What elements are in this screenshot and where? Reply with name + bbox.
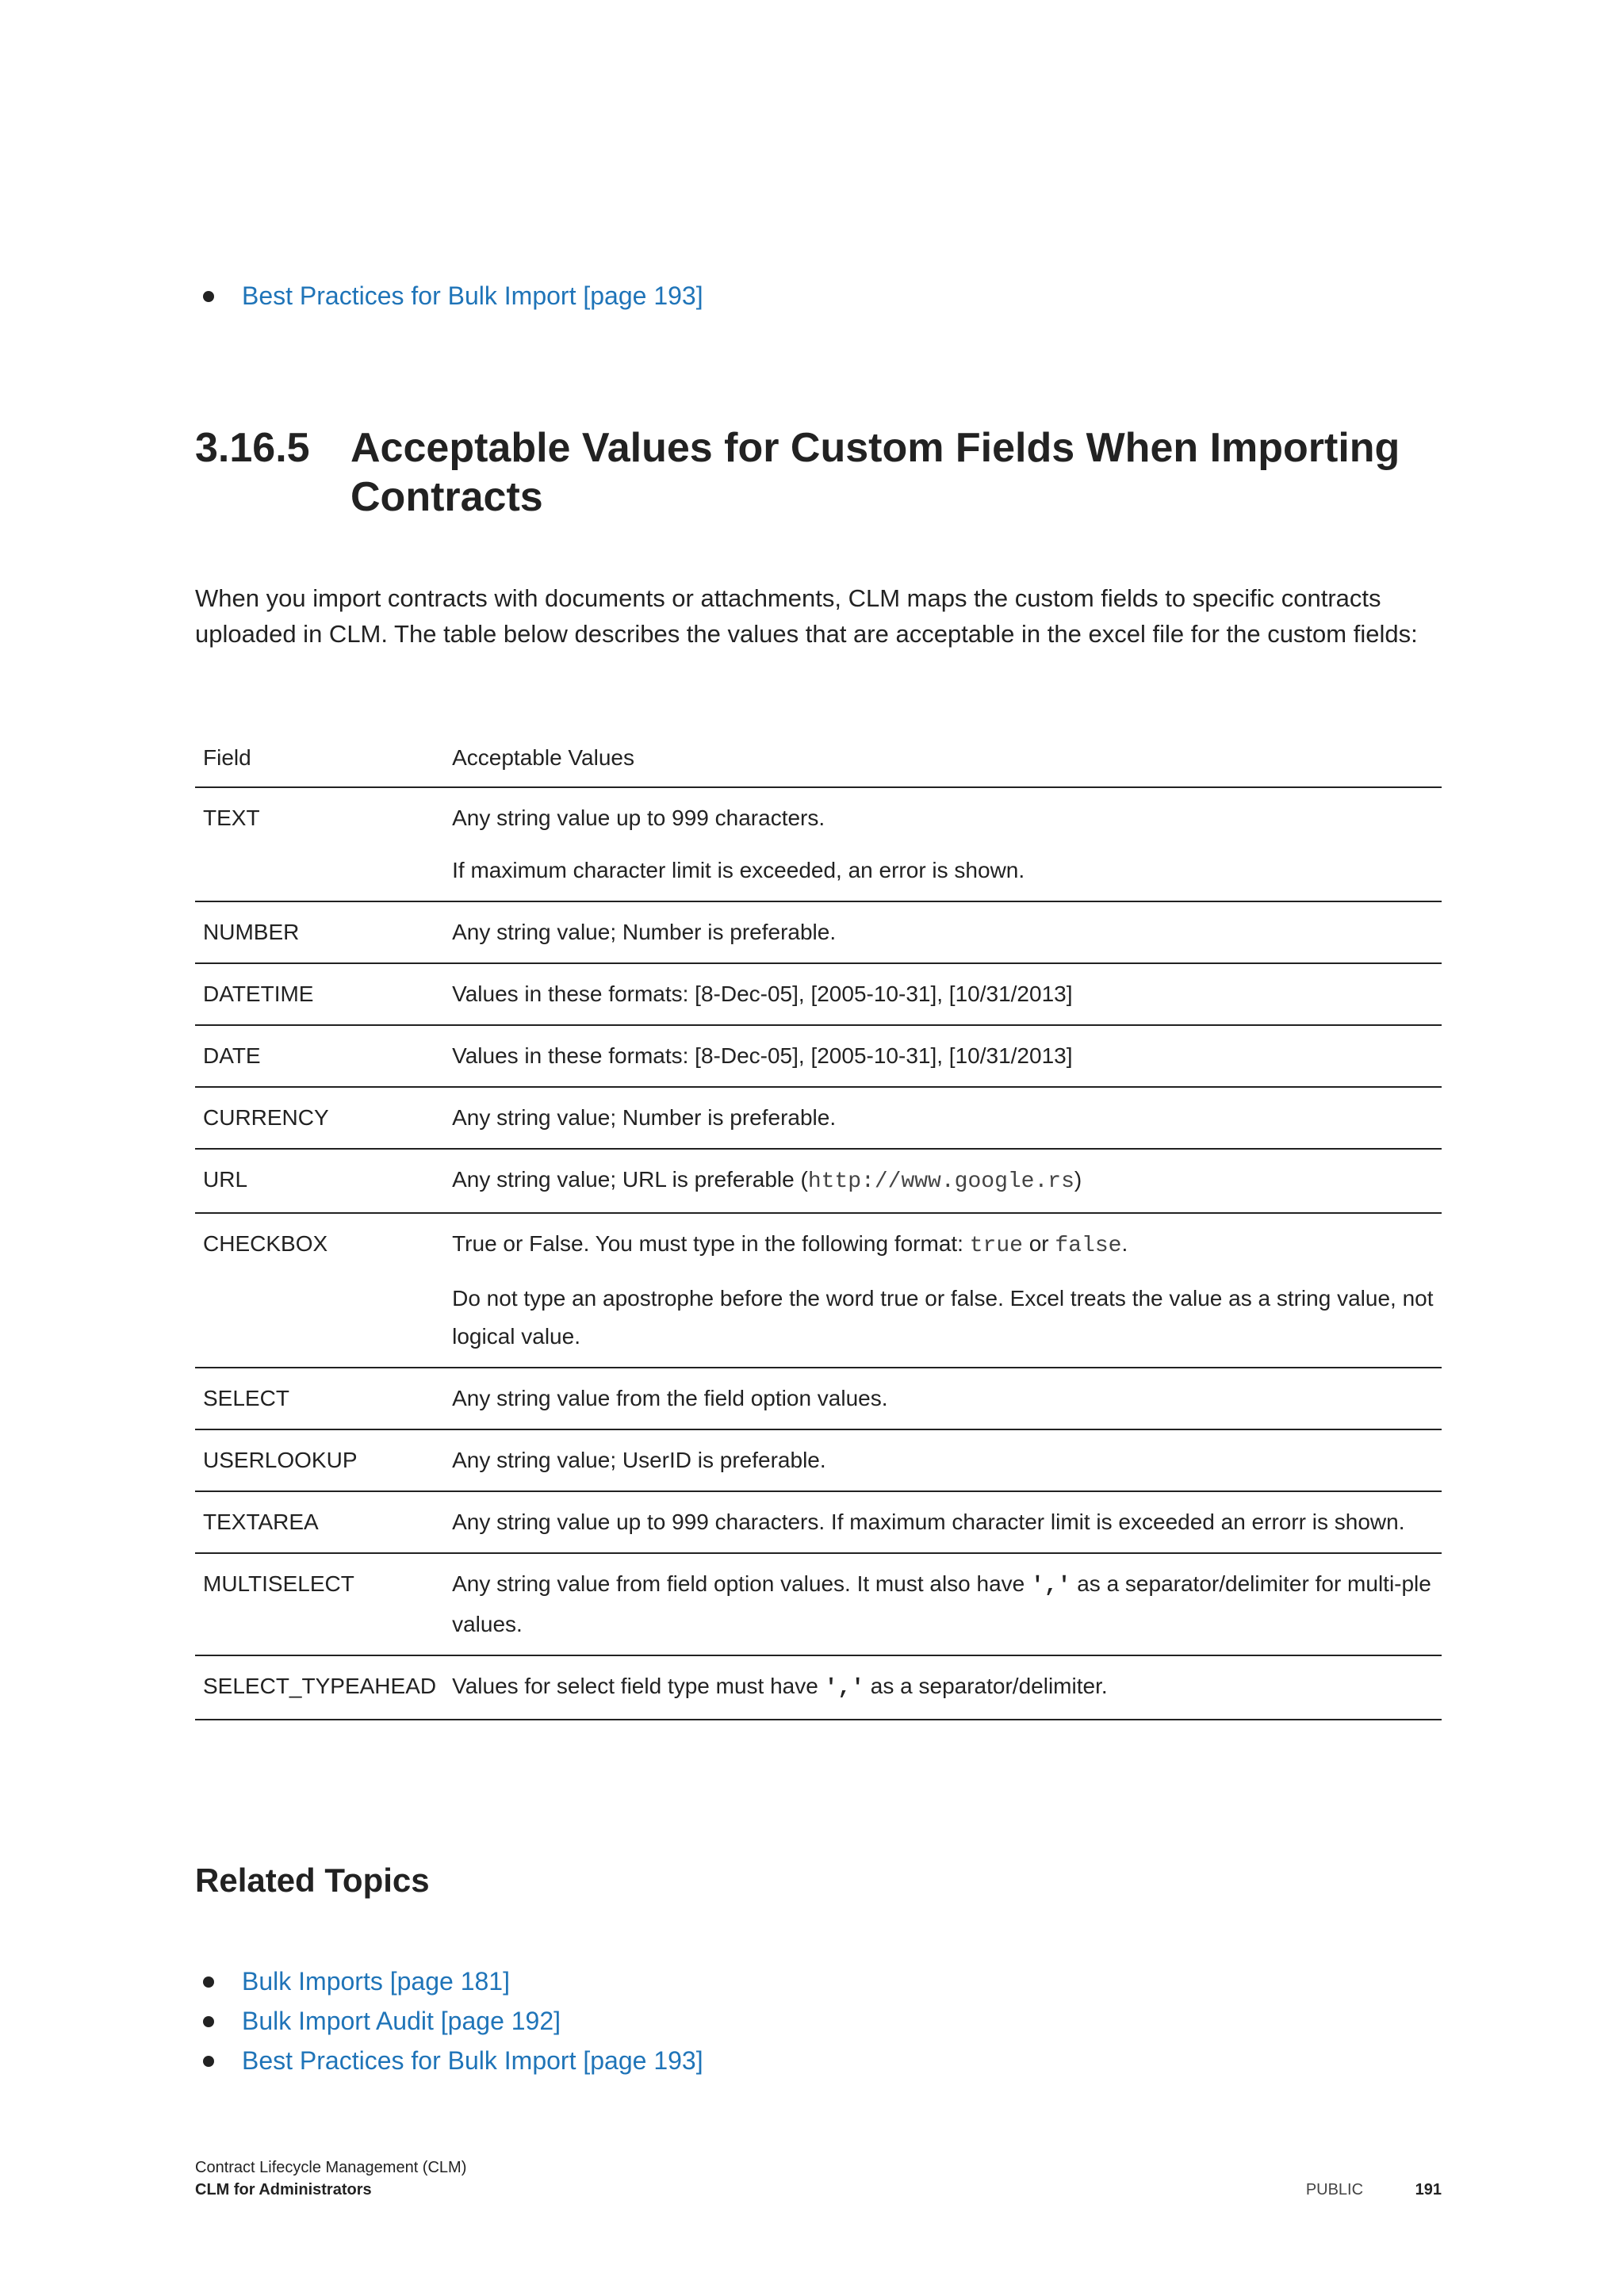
acceptable-value: [444, 1655, 1442, 1720]
footer-page-number: 191: [1415, 2181, 1442, 2198]
field-name: NUMBER: [195, 901, 444, 963]
related-topics-heading: Related Topics: [195, 1862, 430, 1899]
code-false: false: [1055, 1234, 1122, 1258]
code-true: true: [969, 1234, 1023, 1258]
intro-paragraph: When you import contracts with documents or attachments, CLM maps the custom fields to specific contracts uploaded in CLM. The table below describes the values that are acceptable in the excel file for the custom fields:: [195, 584, 1418, 648]
link-best-practices-bulk-import[interactable]: Best Practices for Bulk Import [page 193]: [242, 2046, 703, 2075]
field-name: MULTISELECT: [195, 1553, 444, 1655]
code-comma-separator: ',': [1031, 1574, 1071, 1598]
link-bulk-import-audit[interactable]: Bulk Import Audit [page 192]: [242, 2007, 561, 2035]
column-header-field: Field: [195, 729, 444, 787]
table-row: [195, 1553, 1442, 1655]
value-text: Any string value; Number is preferable.: [452, 1105, 837, 1130]
value-text: Any string value; Number is preferable.: [452, 920, 837, 944]
value-text-post: as a separator/delimiter.: [864, 1674, 1108, 1698]
value-text: [452, 1225, 1434, 1265]
list-item: [195, 1961, 703, 2001]
section-number: 3.16.5: [195, 425, 310, 471]
column-header-acceptable-values: Acceptable Values: [444, 729, 1442, 787]
table-row: [195, 1655, 1442, 1720]
section-title: Acceptable Values for Custom Fields When Importing Contracts: [350, 425, 1400, 520]
value-text-mid: or: [1022, 1231, 1055, 1256]
acceptable-value: [444, 1368, 1442, 1429]
table-row: [195, 1149, 1442, 1213]
value-text: Any string value up to 999 characters. If maximum character limit is exceeded an errorr is shown.: [452, 1510, 1405, 1534]
related-topics-list: [195, 1961, 703, 2080]
acceptable-value: [444, 1553, 1442, 1655]
list-item: [195, 2001, 703, 2041]
value-note: If maximum character limit is exceeded, an error is shown.: [452, 858, 1025, 882]
acceptable-values-table: [195, 729, 1442, 1720]
link-best-practices-bulk-import[interactable]: Best Practices for Bulk Import [page 193]: [242, 281, 703, 310]
value-text-pre: Any string value from field option values. It must also have: [452, 1571, 1032, 1596]
value-text-pre: True or False. You must type in the following format:: [452, 1231, 970, 1256]
footer-page-info: [1306, 2179, 1442, 2201]
acceptable-value: [444, 1149, 1442, 1213]
value-text: Any string value from the field option values.: [452, 1386, 888, 1410]
code-url: http://www.google.rs: [807, 1169, 1074, 1194]
acceptable-value: [444, 1025, 1442, 1087]
table-row: [195, 1429, 1442, 1491]
value-text-post: ): [1074, 1167, 1082, 1192]
field-name: USERLOOKUP: [195, 1429, 444, 1491]
footer-document-info: [195, 2156, 466, 2201]
field-name: TEXT: [195, 787, 444, 901]
acceptable-value: [444, 1429, 1442, 1491]
document-page: [195, 0, 1442, 2296]
footer-classification: PUBLIC: [1305, 2181, 1364, 2198]
field-name: DATE: [195, 1025, 444, 1087]
footer-guide-name: CLM for Administrators: [195, 2181, 372, 2198]
field-name: CHECKBOX: [195, 1213, 444, 1368]
field-name: SELECT: [195, 1368, 444, 1429]
value-text: [452, 1161, 1434, 1201]
field-name: SELECT_TYPEAHEAD: [195, 1655, 444, 1720]
value-text: Values in these formats: [8-Dec-05], [2005-10-31], [10/31/2013]: [452, 982, 1073, 1006]
field-name: DATETIME: [195, 963, 444, 1025]
table-row: [195, 901, 1442, 963]
table-row: [195, 1491, 1442, 1553]
list-item: [195, 2041, 703, 2080]
table-row: [195, 787, 1442, 901]
field-name: URL: [195, 1149, 444, 1213]
acceptable-value: [444, 787, 1442, 901]
value-text: [452, 1565, 1434, 1644]
acceptable-value: [444, 901, 1442, 963]
section-heading: [195, 423, 1442, 522]
field-name: TEXTAREA: [195, 1491, 444, 1553]
table-header-row: [195, 729, 1442, 787]
acceptable-value: [444, 1087, 1442, 1149]
value-text-pre: Values for select field type must have: [452, 1674, 825, 1698]
footer-product-name: Contract Lifecycle Management (CLM): [195, 2159, 467, 2176]
field-name: CURRENCY: [195, 1087, 444, 1149]
table-row: [195, 1213, 1442, 1368]
table-row: [195, 1025, 1442, 1087]
table-row: [195, 1368, 1442, 1429]
link-bulk-imports[interactable]: Bulk Imports [page 181]: [242, 1967, 510, 1996]
value-text: [452, 1667, 1434, 1708]
table-row: [195, 963, 1442, 1025]
top-link-list: [195, 276, 703, 316]
table-row: [195, 1087, 1442, 1149]
value-text-pre: Any string value; URL is preferable (: [452, 1167, 808, 1192]
acceptable-value: [444, 1491, 1442, 1553]
value-text-post: .: [1121, 1231, 1128, 1256]
value-note: Do not type an apostrophe before the word true or false. Excel treats the value as a string value, not logical value.: [452, 1286, 1434, 1349]
acceptable-value: [444, 963, 1442, 1025]
acceptable-value: [444, 1213, 1442, 1368]
list-item: [195, 276, 703, 316]
value-text: Values in these formats: [8-Dec-05], [2005-10-31], [10/31/2013]: [452, 1043, 1073, 1068]
value-text: Any string value; UserID is preferable.: [452, 1448, 826, 1472]
code-comma-separator: ',': [824, 1676, 865, 1701]
value-text-post: as a separator/delimiter for multi-ple values.: [452, 1571, 1431, 1636]
value-text: Any string value up to 999 characters.: [452, 806, 825, 830]
